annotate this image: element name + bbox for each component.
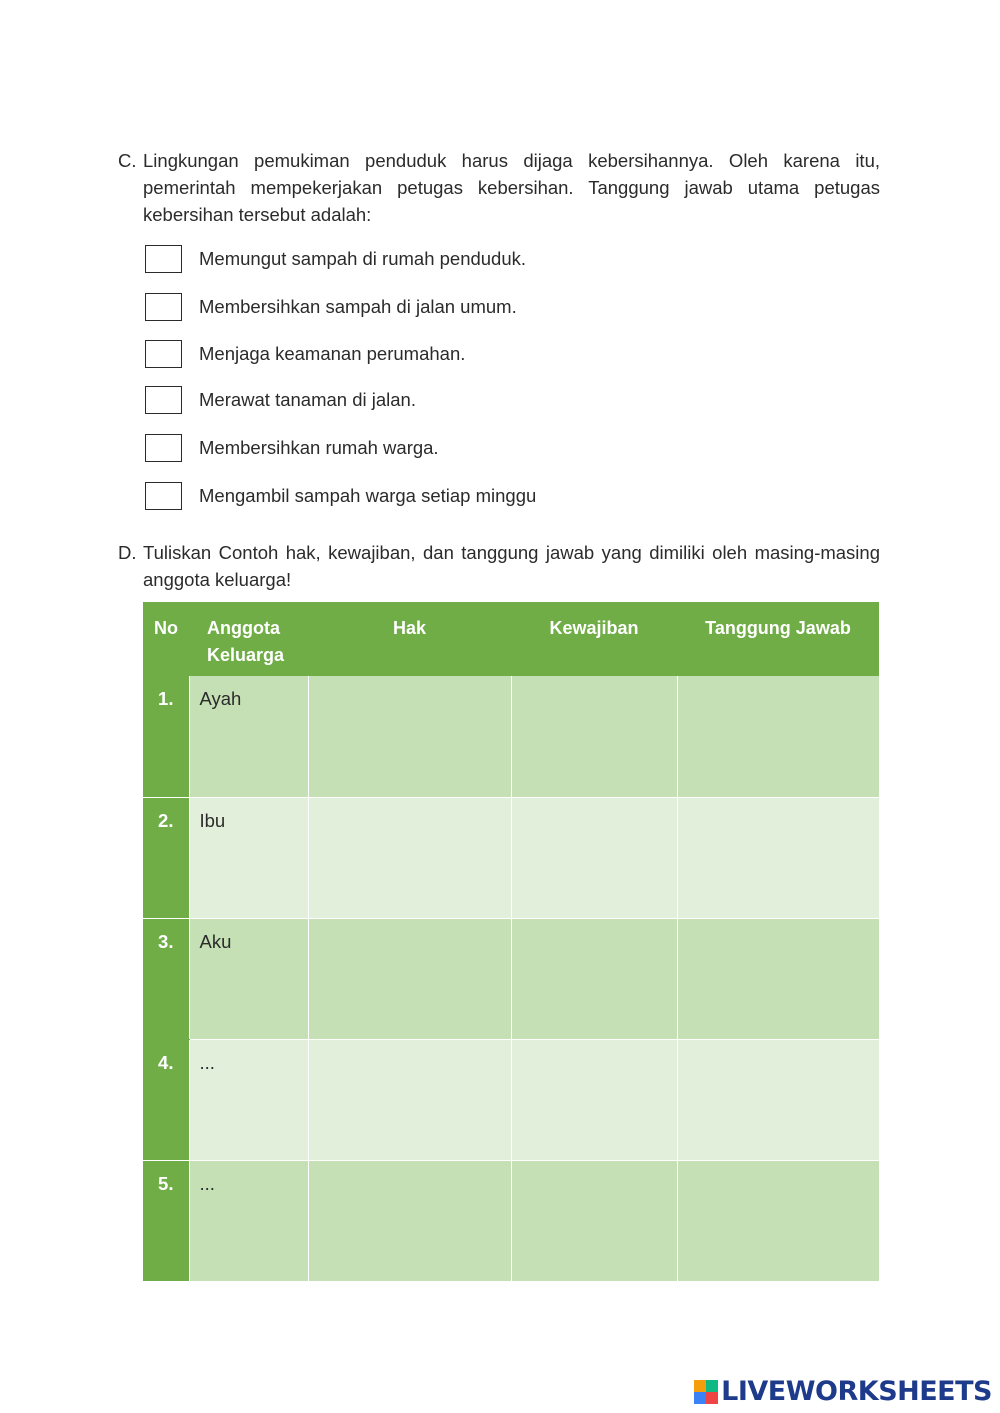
table-row (143, 918, 879, 1039)
member-cell: Ibu (189, 797, 308, 918)
responsibility-cell[interactable] (677, 676, 879, 797)
liveworksheets-brand (694, 1376, 992, 1407)
header-member: Anggota Keluarga (189, 602, 308, 676)
option-4[interactable] (145, 384, 416, 416)
header-no: No (143, 602, 189, 676)
table-row (143, 1160, 879, 1281)
header-responsibility: Tanggung Jawab (677, 602, 879, 676)
option-1[interactable] (145, 243, 527, 275)
family-table (143, 602, 879, 1282)
option-checkbox[interactable] (145, 482, 182, 510)
option-checkbox[interactable] (145, 340, 182, 368)
question-d (118, 539, 880, 593)
question-c-text: Lingkungan pemukiman penduduk harus dijaga kebersihannya. Oleh karena itu, pemerintah mempekerjakan petugas kebersihan. Tanggung jawab utama petugas kebersihan tersebut adalah: (143, 150, 880, 225)
duties-cell[interactable] (511, 1160, 677, 1281)
rights-cell[interactable] (308, 1039, 511, 1160)
row-number: 4. (143, 1039, 189, 1160)
header-rights: Hak (308, 602, 511, 676)
question-d-text: Tuliskan Contoh hak, kewajiban, dan tanggung jawab yang dimiliki oleh masing-masing anggota keluarga! (143, 542, 880, 590)
responsibility-cell[interactable] (677, 918, 879, 1039)
question-d-letter: D. (118, 542, 137, 563)
option-checkbox[interactable] (145, 386, 182, 414)
option-label: Membersihkan rumah warga. (199, 437, 439, 458)
question-c (118, 147, 880, 228)
row-number: 3. (143, 918, 189, 1039)
table-row (143, 676, 879, 797)
rights-cell[interactable] (308, 918, 511, 1039)
option-checkbox[interactable] (145, 293, 182, 321)
option-label: Mengambil sampah warga setiap minggu (199, 485, 537, 506)
row-number: 5. (143, 1160, 189, 1281)
option-3[interactable] (145, 338, 466, 370)
option-label: Membersihkan sampah di jalan umum. (199, 296, 517, 317)
option-2[interactable] (145, 291, 517, 323)
brand-name: LIVEWORKSHEETS (721, 1376, 992, 1407)
duties-cell[interactable] (511, 918, 677, 1039)
member-cell: ... (189, 1039, 308, 1160)
duties-cell[interactable] (511, 1039, 677, 1160)
duties-cell[interactable] (511, 797, 677, 918)
responsibility-cell[interactable] (677, 797, 879, 918)
header-duties: Kewajiban (511, 602, 677, 676)
table-row (143, 1039, 879, 1160)
member-cell: Aku (189, 918, 308, 1039)
option-label: Memungut sampah di rumah penduduk. (199, 248, 527, 269)
rights-cell[interactable] (308, 1160, 511, 1281)
liveworksheets-logo-icon (694, 1380, 718, 1404)
option-6[interactable] (145, 480, 537, 512)
responsibility-cell[interactable] (677, 1160, 879, 1281)
option-checkbox[interactable] (145, 245, 182, 273)
responsibility-cell[interactable] (677, 1039, 879, 1160)
option-checkbox[interactable] (145, 434, 182, 462)
member-cell: Ayah (189, 676, 308, 797)
duties-cell[interactable] (511, 676, 677, 797)
question-c-letter: C. (118, 150, 137, 171)
row-number: 1. (143, 676, 189, 797)
option-label: Menjaga keamanan perumahan. (199, 343, 466, 364)
option-label: Merawat tanaman di jalan. (199, 389, 416, 410)
option-5[interactable] (145, 432, 439, 464)
rights-cell[interactable] (308, 797, 511, 918)
row-number: 2. (143, 797, 189, 918)
table-header-row (143, 602, 879, 676)
rights-cell[interactable] (308, 676, 511, 797)
table-row (143, 797, 879, 918)
member-cell: ... (189, 1160, 308, 1281)
